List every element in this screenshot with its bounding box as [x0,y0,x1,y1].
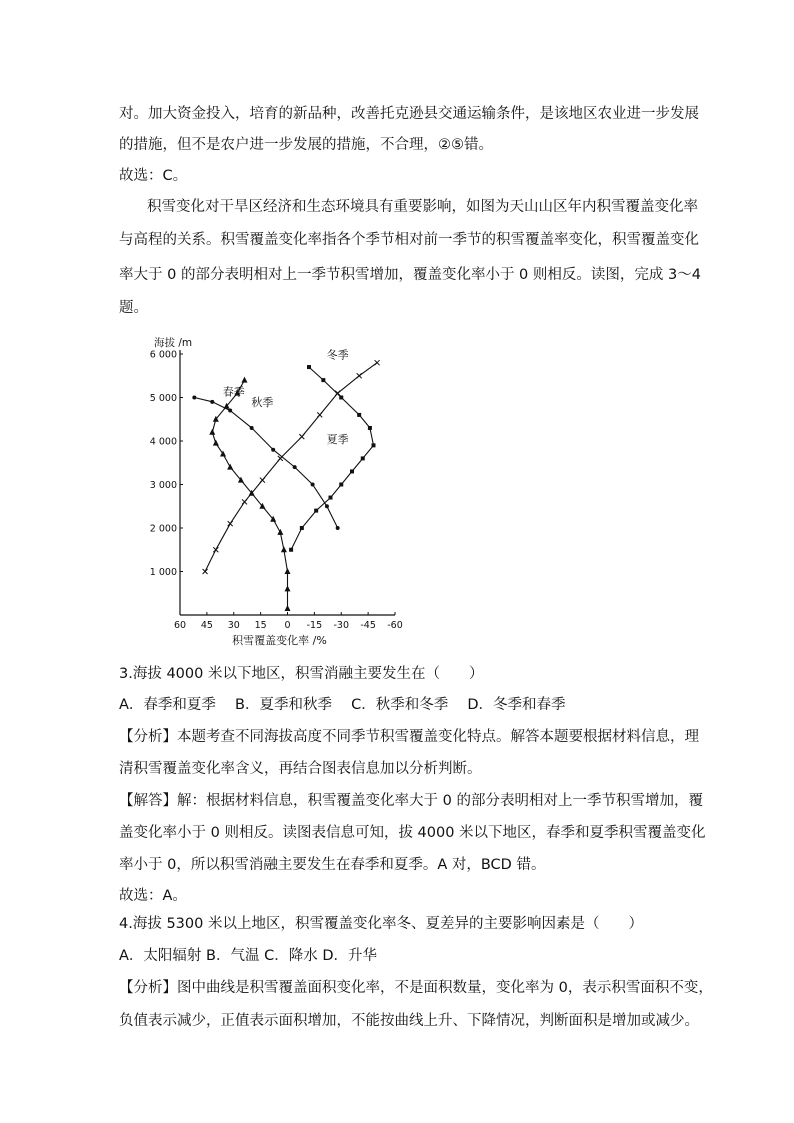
question-3-choice: 故选：A。 [119,888,187,904]
text-line: 的措施，但不是农户进一步发展的措施，不合理，②⑤错。 [119,137,493,153]
data-point [209,429,215,435]
data-point [285,568,291,574]
snow-cover-chart [140,332,405,650]
data-point [242,499,247,504]
chart-series [192,360,379,611]
y-tick-label: 3 000 [149,480,177,491]
data-point [289,548,293,552]
y-tick-label: 4 000 [149,436,177,448]
x-tick-label: 0 [284,620,291,631]
x-tick-label: -15 [306,620,323,631]
series-label: 春季 [222,385,245,399]
chart-labels [150,336,403,647]
data-point [277,529,283,535]
question-3-analysis: 清积雪覆盖变化率含义，再结合图表信息加以分析判断。 [119,761,482,777]
question-3-options: A．春季和夏季 B．夏季和秋季 C．秋季和冬季 D．冬季和春季 [119,697,566,713]
data-point [350,469,354,473]
data-point [335,391,340,396]
question-4-options: A．太阳辐射 B．气温 C．降水 D．升华 [119,948,377,964]
data-point [228,521,233,526]
text-line: 题。 [119,300,148,316]
data-point [278,456,283,461]
data-point [314,509,318,513]
text-line: 故选：C。 [119,168,188,184]
data-point [317,412,322,417]
data-point [311,483,315,487]
data-point [336,526,340,530]
x-tick-label: 30 [227,620,240,631]
y-tick-label: 6 000 [149,349,177,361]
data-point [361,456,365,460]
question-3-analysis: 【分析】本题考查不同海拔高度不同季节积雪覆盖变化特点。解答本题要根据材料信息，理 [119,729,699,745]
x-tick-label: -45 [360,620,376,631]
question-3-answer: 盖变化率小于 0 则相反。读图表信息可知，拔 4000 米以下地区，春季和夏季积雪覆盖变化 [119,825,706,841]
y-tick-label: 5 000 [149,393,177,404]
data-point [213,440,219,446]
data-point [213,547,218,552]
text-line: 率大于 0 的部分表明相对上一季节积雪增加，覆盖变化率小于 0 则相反。读图，完成 3～4 [119,267,701,283]
x-tick-label: -60 [387,620,403,631]
data-point [203,569,208,574]
data-point [285,605,291,611]
question-3-answer: 【解答】解：根据材料信息，积雪覆盖变化率大于 0 的部分表明相对上一季节积雪增加，覆 [119,793,703,809]
data-point [307,365,311,369]
text-line: 与高程的关系。积雪覆盖变化率指各个季节相对前一季节的积雪覆盖率变化，积雪覆盖变化 [119,232,699,248]
x-axis-label: 积雪覆盖变化率 /% [232,634,327,647]
data-point [368,426,372,430]
data-point [357,413,361,417]
data-point [372,443,376,447]
data-point [281,546,287,552]
series-label: 夏季 [326,433,349,447]
series-label: 秋季 [251,396,274,410]
x-tick-label: 60 [173,620,187,631]
data-point [325,504,329,508]
y-tick-label: 2 000 [149,523,177,535]
data-point [210,400,214,404]
question-4-stem: 4.海拔 5300 米以上地区，积雪覆盖变化率冬、夏差异的主要影响因素是（ ） [119,916,643,932]
question-3-answer: 率小于 0，所以积雪消融主要发生在春季和夏季。A 对，BCD 错。 [119,857,546,873]
data-point [293,465,297,469]
y-tick-label: 1 000 [149,567,177,578]
x-tick-label: -30 [333,620,350,631]
data-point [227,464,233,470]
data-point [271,448,275,452]
question-4-analysis: 负值表示减少，正值表示面积增加，不能按曲线上升、下降情况，判断面积是增加或减少。 [119,1013,699,1029]
data-point [329,496,333,500]
text-line: 积雪变化对干旱区经济和生态环境具有重要影响，如图为天山山区年内积雪覆盖变化率 [147,199,698,215]
x-tick-label: 45 [200,620,213,631]
data-point [321,378,325,382]
data-point [339,483,343,487]
y-axis-label: 海拔 /m [154,337,193,349]
chart-svg [140,332,405,650]
data-point [299,434,304,439]
data-point [192,396,196,400]
data-point [228,409,232,413]
data-point [375,360,380,365]
x-tick-label: 15 [254,620,267,631]
data-point [260,478,265,483]
data-point [339,396,343,400]
question-4-analysis: 【分析】图中曲线是积雪覆盖面积变化率，不是面积数量，变化率为 0，表示积雪面积不变， [119,980,713,996]
data-point [285,585,291,591]
data-point [250,426,254,430]
series-label: 冬季 [326,348,349,362]
question-3-stem: 3.海拔 4000 米以下地区，积雪消融主要发生在（ ） [119,666,484,682]
data-point [242,377,248,383]
data-point [357,373,362,378]
data-point [300,526,304,530]
text-line: 对。加大资金投入，培育的新品种，改善托克逊县交通运输条件，是该地区农业进一步发展 [119,106,699,122]
